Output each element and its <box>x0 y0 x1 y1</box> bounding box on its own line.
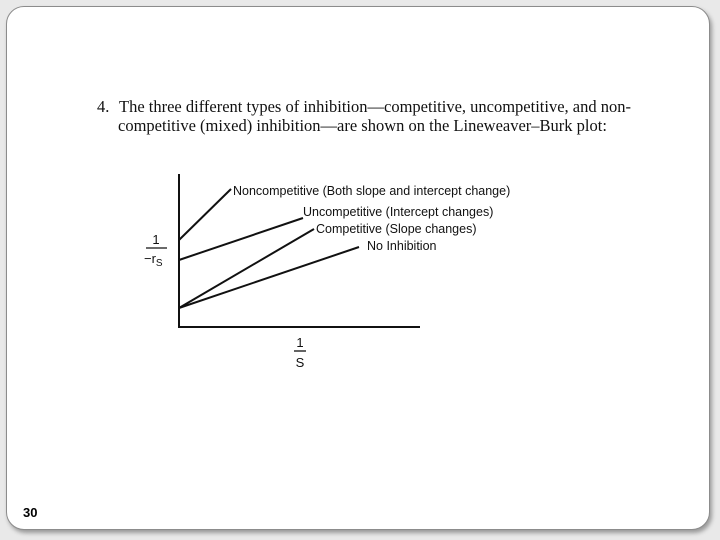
x-axis-label-denominator: S <box>295 355 305 370</box>
competitive-label: Competitive (Slope changes) <box>316 222 477 236</box>
y-axis-label-denominator: $-r_S$ <box>144 251 163 269</box>
noncompetitive-label: Noncompetitive (Both slope and intercept change) <box>233 184 511 198</box>
no-inhibition-label: No Inhibition <box>367 239 437 253</box>
problem-text-line-2: competitive (mixed) inhibition—are shown on the Lineweaver–Burk plot: <box>118 116 607 135</box>
uncompetitive-label: Uncompetitive (Intercept changes) <box>303 205 494 219</box>
slide <box>6 6 710 530</box>
x-axis-label-numerator: 1 <box>296 335 304 350</box>
slide-number: 30 <box>23 505 38 520</box>
problem-number: 4. <box>97 97 110 116</box>
y-axis-label-numerator: 1 <box>152 232 160 247</box>
problem-text-line-1: The three different types of inhibition—competitive, uncompetitive, and non- <box>119 97 631 116</box>
noncompetitive-line <box>179 189 231 240</box>
uncompetitive-line <box>179 218 303 260</box>
lineweaver-burk-plot <box>7 7 710 530</box>
